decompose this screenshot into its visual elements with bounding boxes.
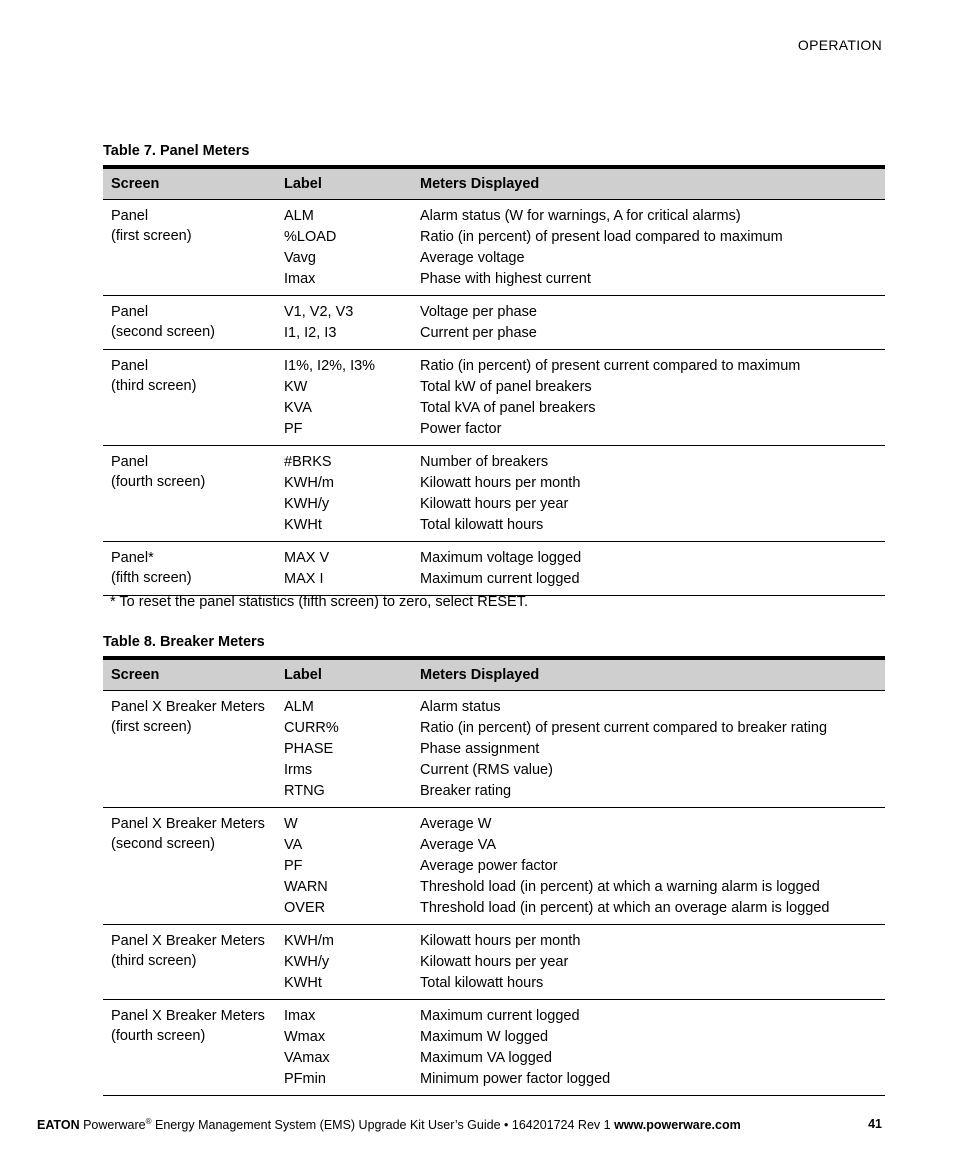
screen-cell-line: (first screen): [111, 227, 192, 244]
footer-doc-title: Energy Management System (EMS) Upgrade Kit User’s Guide: [151, 1118, 501, 1133]
label-cell-line: KWH/y: [284, 496, 330, 512]
page-footer: [37, 1117, 882, 1132]
screen-cell: [103, 206, 284, 290]
meters-cell-line: Average power factor: [420, 858, 558, 874]
label-cell-line: OVER: [284, 900, 326, 916]
label-cell: [284, 1006, 420, 1090]
table-row: [103, 542, 885, 596]
table-row: [103, 350, 885, 446]
label-cell: [284, 548, 420, 590]
meters-cell: [420, 814, 885, 919]
meters-cell-line: Maximum current logged: [420, 1008, 580, 1024]
screen-cell-line: (first screen): [111, 718, 192, 735]
label-cell-line: MAX I: [284, 571, 324, 587]
label-cell-line: Imax: [284, 271, 316, 287]
screen-cell: [103, 697, 284, 802]
col-header-screen: Screen: [111, 176, 160, 192]
meters-cell-line: Maximum voltage logged: [420, 550, 582, 566]
screen-cell: [103, 931, 284, 994]
label-cell: [284, 931, 420, 994]
meters-cell-line: Ratio (in percent) of present current compared to maximum: [420, 358, 801, 374]
label-cell-line: PF: [284, 421, 303, 437]
table-row: [103, 808, 885, 925]
label-cell-line: VAmax: [284, 1050, 330, 1066]
meters-cell: [420, 931, 885, 994]
label-cell-line: PF: [284, 858, 303, 874]
label-cell-line: PHASE: [284, 741, 334, 757]
label-cell-line: W: [284, 816, 298, 832]
label-cell-line: I1%, I2%, I3%: [284, 358, 376, 374]
footer-brand: EATON: [37, 1118, 80, 1133]
screen-cell: [103, 356, 284, 440]
label-cell-line: Irms: [284, 762, 313, 778]
label-cell-line: WARN: [284, 879, 328, 895]
footer-registered: ®: [145, 1117, 152, 1126]
meters-cell-line: Alarm status (W for warnings, A for critical alarms): [420, 208, 741, 224]
meters-cell-line: Ratio (in percent) of present load compared to maximum: [420, 229, 783, 245]
col-header-screen: Screen: [111, 667, 160, 683]
table7-footnote: * To reset the panel statistics (fifth screen) to zero, select RESET.: [110, 594, 528, 610]
meters-cell-line: Average voltage: [420, 250, 525, 266]
table8-title: Table 8. Breaker Meters: [103, 634, 265, 650]
screen-cell: [103, 1006, 284, 1090]
screen-cell-line: Panel X Breaker Meters: [111, 816, 265, 832]
meters-cell: [420, 302, 885, 344]
label-cell: [284, 452, 420, 536]
meters-cell-line: Alarm status: [420, 699, 501, 715]
screen-cell-line: (fourth screen): [111, 473, 206, 490]
table-row: [103, 691, 885, 808]
footer-url[interactable]: www.powerware.com: [614, 1118, 741, 1133]
label-cell-line: ALM: [284, 208, 314, 224]
meters-cell-line: Kilowatt hours per year: [420, 954, 569, 970]
meters-cell-line: Total kilowatt hours: [420, 517, 544, 533]
label-cell: [284, 814, 420, 919]
screen-cell-line: Panel: [111, 304, 149, 320]
meters-cell-line: Ratio (in percent) of present current compared to breaker rating: [420, 720, 828, 736]
label-cell-line: PFmin: [284, 1071, 326, 1087]
screen-cell: [103, 302, 284, 344]
label-cell-line: %LOAD: [284, 229, 337, 245]
meters-cell-line: Average W: [420, 816, 492, 832]
table-header: [103, 169, 885, 200]
table8: [103, 656, 885, 1096]
meters-cell-line: Power factor: [420, 421, 502, 437]
table-row: [103, 446, 885, 542]
label-cell-line: VA: [284, 837, 303, 853]
col-header-meters: Meters Displayed: [420, 176, 540, 192]
label-cell-line: MAX V: [284, 550, 330, 566]
footer-doc-info: [37, 1117, 741, 1132]
meters-cell-line: Total kW of panel breakers: [420, 379, 592, 395]
meters-cell-line: Total kilowatt hours: [420, 975, 544, 991]
label-cell-line: Vavg: [284, 250, 316, 266]
meters-cell-line: Maximum W logged: [420, 1029, 549, 1045]
footer-product: Powerware: [83, 1118, 146, 1133]
label-cell-line: CURR%: [284, 720, 339, 736]
meters-cell: [420, 356, 885, 440]
meters-cell: [420, 1006, 885, 1090]
table-row: [103, 1000, 885, 1096]
screen-cell-line: (fifth screen): [111, 569, 192, 586]
label-cell-line: KVA: [284, 400, 312, 416]
col-header-label: Label: [284, 176, 322, 192]
meters-cell-line: Total kVA of panel breakers: [420, 400, 596, 416]
section-label: OPERATION: [797, 37, 882, 53]
col-header-label: Label: [284, 667, 322, 683]
meters-cell-line: Breaker rating: [420, 783, 512, 799]
screen-cell: [103, 814, 284, 919]
screen-cell-line: Panel: [111, 358, 149, 374]
table7: [103, 165, 885, 596]
label-cell-line: KWH/m: [284, 933, 334, 949]
meters-cell: [420, 452, 885, 536]
meters-cell-line: Average VA: [420, 837, 497, 853]
meters-cell-line: Kilowatt hours per month: [420, 933, 581, 949]
label-cell-line: Imax: [284, 1008, 316, 1024]
screen-cell: [103, 452, 284, 536]
screen-cell: [103, 548, 284, 590]
meters-cell-line: Current per phase: [420, 325, 537, 341]
table-row: [103, 296, 885, 350]
meters-cell: [420, 697, 885, 802]
meters-cell: [420, 548, 885, 590]
meters-cell-line: Phase with highest current: [420, 271, 591, 287]
meters-cell-line: Threshold load (in percent) at which a warning alarm is logged: [420, 879, 820, 895]
meters-cell-line: Voltage per phase: [420, 304, 537, 320]
label-cell-line: KWH/y: [284, 954, 330, 970]
table-row: [103, 925, 885, 1000]
meters-cell-line: Threshold load (in percent) at which an overage alarm is logged: [420, 900, 830, 916]
label-cell-line: KWH/m: [284, 475, 334, 491]
meters-cell-line: Minimum power factor logged: [420, 1071, 611, 1087]
footer-bullet: •: [504, 1118, 509, 1133]
screen-cell-line: (second screen): [111, 323, 215, 340]
screen-cell-line: Panel X Breaker Meters: [111, 699, 265, 715]
meters-cell-line: Maximum current logged: [420, 571, 580, 587]
meters-cell-line: Current (RMS value): [420, 762, 553, 778]
label-cell: [284, 206, 420, 290]
label-cell-line: ALM: [284, 699, 314, 715]
label-cell: [284, 356, 420, 440]
footer-doc-number: 164201724 Rev 1: [511, 1118, 611, 1133]
label-cell-line: #BRKS: [284, 454, 332, 470]
label-cell: [284, 697, 420, 802]
table7-title: Table 7. Panel Meters: [103, 143, 250, 159]
label-cell-line: Wmax: [284, 1029, 326, 1045]
label-cell-line: KWHt: [284, 975, 322, 991]
label-cell-line: I1, I2, I3: [284, 325, 337, 341]
meters-cell: [420, 206, 885, 290]
screen-cell-line: Panel: [111, 454, 149, 470]
label-cell-line: RTNG: [284, 783, 325, 799]
meters-cell-line: Kilowatt hours per month: [420, 475, 581, 491]
label-cell-line: V1, V2, V3: [284, 304, 354, 320]
col-header-meters: Meters Displayed: [420, 667, 540, 683]
page-number: 41: [868, 1117, 882, 1131]
label-cell-line: KW: [284, 379, 308, 395]
meters-cell-line: Number of breakers: [420, 454, 549, 470]
screen-cell-line: (third screen): [111, 377, 197, 394]
meters-cell-line: Phase assignment: [420, 741, 540, 757]
screen-cell-line: Panel X Breaker Meters: [111, 933, 265, 949]
screen-cell-line: Panel*: [111, 550, 154, 566]
screen-cell-line: (third screen): [111, 952, 197, 969]
meters-cell-line: Maximum VA logged: [420, 1050, 552, 1066]
table-header: [103, 660, 885, 691]
screen-cell-line: Panel X Breaker Meters: [111, 1008, 265, 1024]
label-cell-line: KWHt: [284, 517, 322, 533]
meters-cell-line: Kilowatt hours per year: [420, 496, 569, 512]
table-row: [103, 200, 885, 296]
label-cell: [284, 302, 420, 344]
screen-cell-line: (second screen): [111, 835, 215, 852]
screen-cell-line: (fourth screen): [111, 1027, 206, 1044]
screen-cell-line: Panel: [111, 208, 149, 224]
